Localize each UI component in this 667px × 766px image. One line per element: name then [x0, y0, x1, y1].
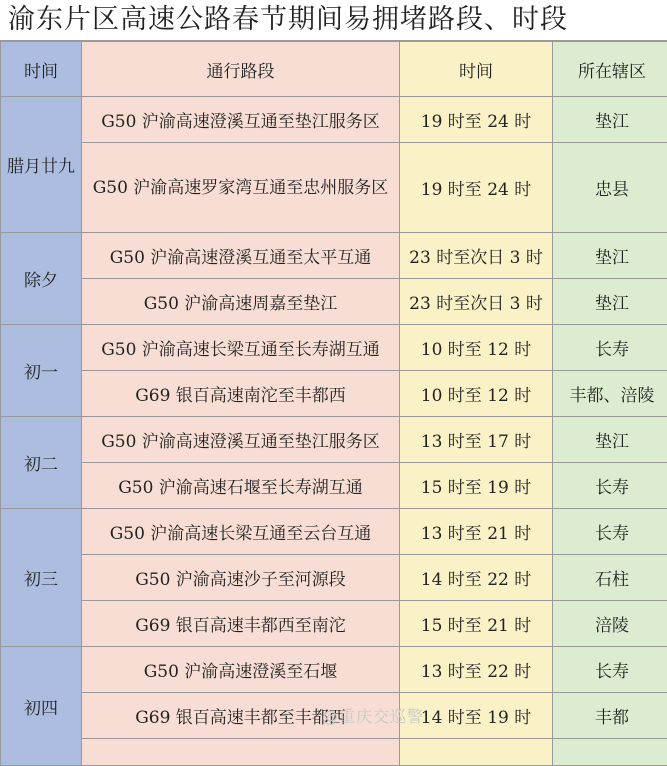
time-cell: 19 时至 24 时 [400, 97, 553, 143]
area-cell: 忠县 [553, 143, 667, 233]
time-cell: 15 时至 21 时 [400, 601, 553, 647]
area-cell: 丰都 [553, 693, 667, 739]
area-cell [553, 739, 667, 766]
date-cell: 初三 [1, 509, 82, 647]
date-cell: 初四 [1, 647, 82, 766]
time-cell: 23 时至次日 3 时 [400, 233, 553, 279]
route-cell: G50 沪渝高速长梁互通至长寿湖互通 [82, 325, 400, 371]
time-cell: 19 时至 24 时 [400, 143, 553, 233]
route-cell: G50 沪渝高速周嘉至垫江 [82, 279, 400, 325]
table-row [1, 509, 667, 555]
route-cell: G50 沪渝高速沙子至河源段 [82, 555, 400, 601]
route-cell: G69 银百高速丰都至丰都西 [82, 693, 400, 739]
table-row [1, 371, 667, 417]
date-cell: 初一 [1, 325, 82, 417]
area-cell: 垫江 [553, 279, 667, 325]
table-row [1, 555, 667, 601]
area-cell: 长寿 [553, 647, 667, 693]
route-cell: G69 银百高速南沱至丰都西 [82, 371, 400, 417]
time-cell: 14 时至 22 时 [400, 555, 553, 601]
time-cell: 23 时至次日 3 时 [400, 279, 553, 325]
table-row [1, 279, 667, 325]
route-cell: G50 沪渝高速澄溪互通至太平互通 [82, 233, 400, 279]
route-cell: G50 沪渝高速石堰至长寿湖互通 [82, 463, 400, 509]
area-cell: 垫江 [553, 233, 667, 279]
area-cell: 涪陵 [553, 601, 667, 647]
header-time: 时间 [400, 42, 553, 97]
area-cell: 垫江 [553, 97, 667, 143]
area-cell: 长寿 [553, 325, 667, 371]
date-cell: 除夕 [1, 233, 82, 325]
route-cell: G69 银百高速丰都西至南沱 [82, 601, 400, 647]
date-cell: 腊月廿九 [1, 97, 82, 233]
time-cell: 13 时至 22 时 [400, 647, 553, 693]
table-row [1, 739, 667, 766]
time-cell: 14 时至 19 时 [400, 693, 553, 739]
table-row [1, 325, 667, 371]
header-area: 所在辖区 [553, 42, 667, 97]
header-route: 通行路段 [82, 42, 400, 97]
route-cell: G50 沪渝高速澄溪互通至垫江服务区 [82, 417, 400, 463]
watermark: @重庆交巡警 [322, 704, 424, 727]
area-cell: 石柱 [553, 555, 667, 601]
table-row [1, 233, 667, 279]
table-header-row [1, 42, 667, 97]
time-cell: 15 时至 19 时 [400, 463, 553, 509]
time-cell: 10 时至 12 时 [400, 325, 553, 371]
route-cell: G50 沪渝高速澄溪至石堰 [82, 647, 400, 693]
table-row [1, 463, 667, 509]
table-row [1, 601, 667, 647]
area-cell: 垫江 [553, 417, 667, 463]
route-cell: G50 沪渝高速长梁互通至云台互通 [82, 509, 400, 555]
congestion-table [0, 41, 667, 766]
table-row [1, 417, 667, 463]
route-cell [82, 143, 400, 233]
time-cell: 13 时至 21 时 [400, 509, 553, 555]
area-cell: 丰都、涪陵 [553, 371, 667, 417]
route-text: G50 沪渝高速罗家湾互通至忠州服务区 [85, 166, 397, 210]
route-cell: G50 沪渝高速澄溪互通至垫江服务区 [82, 97, 400, 143]
table-row [1, 97, 667, 143]
time-cell: 13 时至 17 时 [400, 417, 553, 463]
page-title: 渝东片区高速公路春节期间易拥堵路段、时段 [0, 0, 667, 41]
route-cell [82, 739, 400, 766]
table-row [1, 647, 667, 693]
time-cell: 10 时至 12 时 [400, 371, 553, 417]
area-cell: 长寿 [553, 509, 667, 555]
area-cell: 长寿 [553, 463, 667, 509]
table-row [1, 143, 667, 233]
header-date: 时间 [1, 42, 82, 97]
date-cell: 初二 [1, 417, 82, 509]
time-cell [400, 739, 553, 766]
